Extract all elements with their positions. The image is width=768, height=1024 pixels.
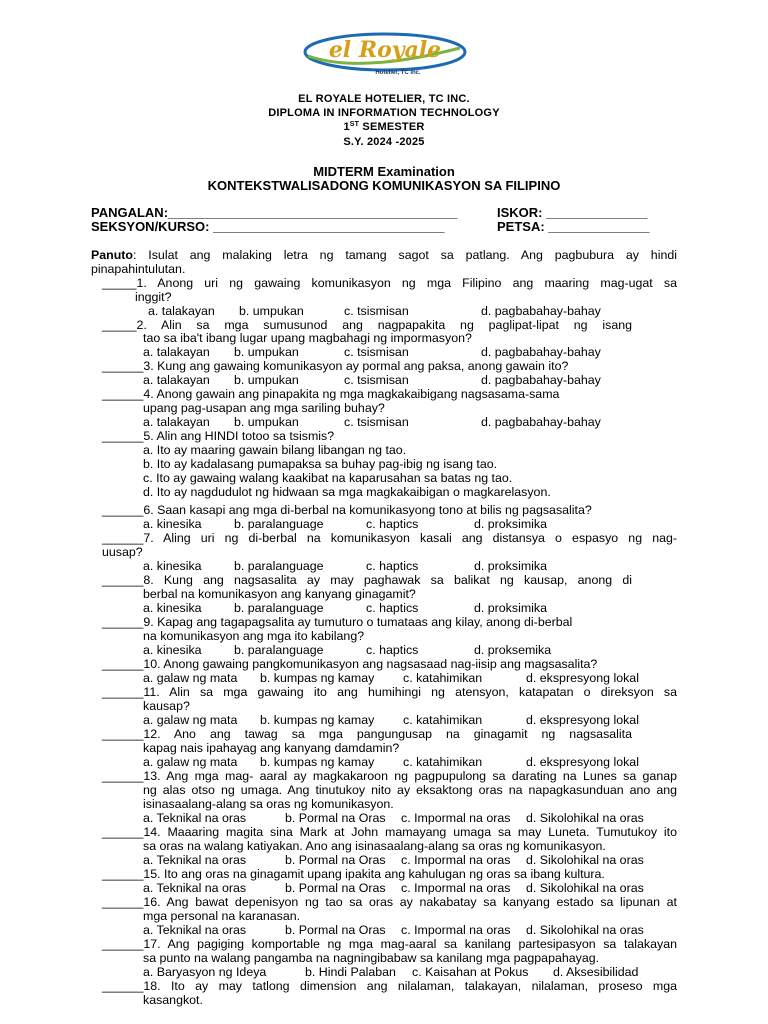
q4-option-a[interactable]: a. talakayan [143, 415, 210, 429]
q9-option-d[interactable]: d. proksemika [474, 643, 552, 657]
question-1-cont: inggit? [135, 290, 172, 304]
q13-option-c[interactable]: c. Impormal na oras [401, 811, 511, 825]
question-13-cont: ng alas otso ng umaga. Ang tinutukoy nito ay eksaktong oras na napagkasunduan ano ang [143, 783, 677, 797]
q13-option-d[interactable]: d. Sikolohikal na oras [526, 811, 644, 825]
q2-option-a[interactable]: a. talakayan [143, 345, 210, 359]
exam-title: MIDTERM Examination [313, 164, 455, 179]
q17-option-c[interactable]: c. Kaisahan at Pokus [412, 965, 529, 979]
instructions-line2: pinapahintulutan. [91, 262, 186, 276]
q4-option-d[interactable]: d. pagbabahay-bahay [481, 415, 601, 429]
q13-option-b[interactable]: b. Pormal na Oras [285, 811, 386, 825]
q7-option-a[interactable]: a. kinesika [143, 559, 202, 573]
question-3: ______3. Kung ang gawaing komunikasyon ay pormal ang paksa, anong gawain ito? [102, 359, 569, 373]
question-16: ______16. Ang bawat depenisyon ng tao sa oras ay nakabatay sa kanyang estado sa lipunan at [102, 895, 677, 909]
program-name: DIPLOMA IN INFORMATION TECHNOLOGY [268, 107, 500, 119]
score-field[interactable]: ISKOR: ______________ [497, 205, 648, 220]
q3-option-a[interactable]: a. talakayan [143, 373, 210, 387]
question-5: ______5. Alin ang HINDI totoo sa tsismis? [102, 429, 335, 443]
question-10: ______10. Anong gawaing pangkomunikasyon ang nagsasaad nag-iisip ang magsasalita? [102, 657, 598, 671]
question-4-cont: upang pag-usapan ang mga sariling buhay? [143, 401, 385, 415]
question-12: ______12. Ano ang tawag sa mga pangungusap na ginagamit ng nagsasalita [102, 727, 632, 741]
instructions-line1: Panuto: Isulat ang malaking letra ng tamang sagot sa patlang. Ang pagbubura ay hindi [91, 248, 677, 262]
q3-option-d[interactable]: d. pagbabahay-bahay [481, 373, 601, 387]
q9-option-a[interactable]: a. kinesika [143, 643, 202, 657]
q14-option-a[interactable]: a. Teknikal na oras [143, 853, 247, 867]
q11-option-d[interactable]: d. ekspresyong lokal [526, 713, 639, 727]
q14-option-d[interactable]: d. Sikolohikal na oras [526, 853, 644, 867]
question-18-cont: kasangkot. [143, 993, 203, 1007]
question-11-cont: kausap? [143, 699, 190, 713]
q12-option-c[interactable]: c. katahimikan [403, 755, 483, 769]
question-8: ______8. Kung ang nagsasalita ay may paghawak sa balikat ng kausap, anong di [102, 573, 632, 587]
q17-option-b[interactable]: b. Hindi Palaban [305, 965, 396, 979]
q7-option-d[interactable]: d. proksimika [474, 559, 547, 573]
q4-option-b[interactable]: b. umpukan [234, 415, 299, 429]
question-6: ______6. Saan kasapi ang mga di-berbal na komunikasyong tono at bilis ng pagsasalita? [102, 503, 592, 517]
q10-option-b[interactable]: b. kumpas ng kamay [260, 671, 375, 685]
q2-option-c[interactable]: c. tsismisan [344, 345, 409, 359]
question-4: ______4. Anong gawain ang pinapakita ng mga magkakaibigang nagsasama-sama [102, 387, 560, 401]
q9-option-c[interactable]: c. haptics [366, 643, 419, 657]
question-1: _____1. Anong uri ng gawaing komunikasyon ng mga Filipino ang maaring mag-ugat sa [102, 276, 677, 290]
q4-option-c[interactable]: c. tsismisan [344, 415, 409, 429]
q6-option-b[interactable]: b. paralanguage [234, 517, 324, 531]
question-9-cont: na komunikasyon ang mga ito kabilang? [143, 629, 365, 643]
question-14: ______14. Maaaring magita sina Mark at John mamayang umaga sa may Luneta. Tumutukoy ito [102, 825, 677, 839]
q16-option-d[interactable]: d. Sikolohikal na oras [526, 923, 644, 937]
q6-option-a[interactable]: a. kinesika [143, 517, 202, 531]
q17-option-a[interactable]: a. Baryasyon ng Ideya [143, 965, 267, 979]
q15-option-c[interactable]: c. Impormal na oras [401, 881, 511, 895]
q7-option-b[interactable]: b. paralanguage [234, 559, 324, 573]
q8-option-d[interactable]: d. proksimika [474, 601, 547, 615]
q8-option-a[interactable]: a. kinesika [143, 601, 202, 615]
q13-option-a[interactable]: a. Teknikal na oras [143, 811, 247, 825]
q16-option-a[interactable]: a. Teknikal na oras [143, 923, 247, 937]
question-7: ______7. Aling uri ng di-berbal na komunikasyon kasali ang distansya o espasyo ng nag- [102, 531, 677, 545]
q15-option-d[interactable]: d. Sikolohikal na oras [526, 881, 644, 895]
question-2: _____2. Alin sa mga sumusunod ang nagpapakita ng paglipat-lipat ng isang [102, 318, 632, 332]
q5-option-a[interactable]: a. Ito ay maaring gawain bilang libangan ng tao. [143, 443, 407, 457]
q8-option-c[interactable]: c. haptics [366, 601, 419, 615]
date-field[interactable]: PETSA: ______________ [497, 219, 650, 234]
q12-option-d[interactable]: d. ekspresyong lokal [526, 755, 639, 769]
q1-option-c[interactable]: c. tsismisan [344, 304, 409, 318]
q8-option-b[interactable]: b. paralanguage [234, 601, 324, 615]
logo-subtitle: Hotelier, TC Inc. [375, 70, 421, 76]
q3-option-c[interactable]: c. tsismisan [344, 373, 409, 387]
q6-option-d[interactable]: d. proksimika [474, 517, 547, 531]
q1-option-a[interactable]: a. talakayan [148, 304, 215, 318]
q5-option-c[interactable]: c. Ito ay gawaing walang kaakibat na kaparusahan sa batas ng tao. [143, 471, 513, 485]
q16-option-c[interactable]: c. Impormal na oras [401, 923, 511, 937]
q7-option-c[interactable]: c. haptics [366, 559, 419, 573]
q11-option-c[interactable]: c. katahimikan [403, 713, 483, 727]
q10-option-d[interactable]: d. ekspresyong lokal [526, 671, 639, 685]
question-16-cont: mga personal na karanasan. [143, 909, 301, 923]
q15-option-a[interactable]: a. Teknikal na oras [143, 881, 247, 895]
question-13-cont2: isinasaalang-alang sa oras ng komunikasyon. [143, 797, 394, 811]
q9-option-b[interactable]: b. paralanguage [234, 643, 324, 657]
question-2-cont: tao sa iba't ibang lugar upang magbahagi ng impormasyon? [143, 331, 472, 345]
school-year: S.Y. 2024 -2025 [343, 136, 425, 148]
q5-option-d[interactable]: d. Ito ay nagdudulot ng hidwaan sa mga magkakaibigan o magkarelasyon. [143, 485, 551, 499]
q1-option-b[interactable]: b. umpukan [239, 304, 304, 318]
name-field[interactable]: PANGALAN:________________________________________ [91, 205, 458, 220]
question-13: ______13. Ang mga mag- aaral ay magkakaroon ng pagpupulong sa darating na Lunes sa ganap [102, 769, 677, 783]
question-18: ______18. Ito ay may tatlong dimension ang nilalaman, talakayan, nilalaman, proseso mga [102, 979, 677, 993]
q14-option-c[interactable]: c. Impormal na oras [401, 853, 511, 867]
question-7-cont: uusap? [102, 545, 143, 559]
logo-wordmark: el Royale [328, 37, 442, 63]
company-name: EL ROYALE HOTELIER, TC INC. [298, 93, 470, 105]
question-14-cont: sa oras na walang katiyakan. Ano ang isinasaalang-alang sa oras ng komunikasyon. [143, 839, 606, 853]
question-17-cont: sa punto na walang pangamba na nagningibabaw sa kanilang mga pagpapahayag. [143, 951, 600, 965]
question-9: ______9. Kapag ang tagapagsalita ay tumuturo o tumataas ang kilay, anong di-berbal [102, 615, 573, 629]
question-11: ______11. Alin sa mga gawaing ito ang humihingi ng atensyon, katapatan o direksyon sa [102, 685, 677, 699]
question-12-cont: kapag nais ipahayag ang kanyang damdamin? [143, 741, 400, 755]
q11-option-a[interactable]: a. galaw ng mata [143, 713, 238, 727]
exam-subject: KONTEKSTWALISADONG KOMUNIKASYON SA FILIPINO [207, 178, 561, 193]
q17-option-d[interactable]: d. Aksesibilidad [553, 965, 639, 979]
question-15: ______15. Ito ang oras na ginagamit upang ipakita ang kahulugan ng oras sa ibang kultura. [102, 867, 605, 881]
q1-option-d[interactable]: d. pagbabahay-bahay [481, 304, 601, 318]
q16-option-b[interactable]: b. Pormal na Oras [285, 923, 386, 937]
q14-option-b[interactable]: b. Pormal na Oras [285, 853, 386, 867]
q3-option-b[interactable]: b. umpukan [234, 373, 299, 387]
q12-option-b[interactable]: b. kumpas ng kamay [260, 755, 375, 769]
q6-option-c[interactable]: c. haptics [366, 517, 419, 531]
semester: 1ST SEMESTER [343, 121, 425, 133]
question-17: ______17. Ang pagiging komportable ng mga mag-aaral sa kanilang partesipasyon sa talakayan [102, 937, 677, 951]
section-field[interactable]: SEKSYON/KURSO: ________________________________ [91, 219, 445, 234]
question-8-cont: berbal na komunikasyon ang kanyang ginagamit? [143, 587, 416, 601]
el-royale-logo [300, 30, 470, 78]
q10-option-a[interactable]: a. galaw ng mata [143, 671, 238, 685]
q11-option-b[interactable]: b. kumpas ng kamay [260, 713, 375, 727]
q12-option-a[interactable]: a. galaw ng mata [143, 755, 238, 769]
q10-option-c[interactable]: c. katahimikan [403, 671, 483, 685]
q2-option-b[interactable]: b. umpukan [234, 345, 299, 359]
q15-option-b[interactable]: b. Pormal na Oras [285, 881, 386, 895]
q2-option-d[interactable]: d. pagbabahay-bahay [481, 345, 601, 359]
q5-option-b[interactable]: b. Ito ay kadalasang pumapaksa sa buhay pag-ibig ng isang tao. [143, 457, 498, 471]
